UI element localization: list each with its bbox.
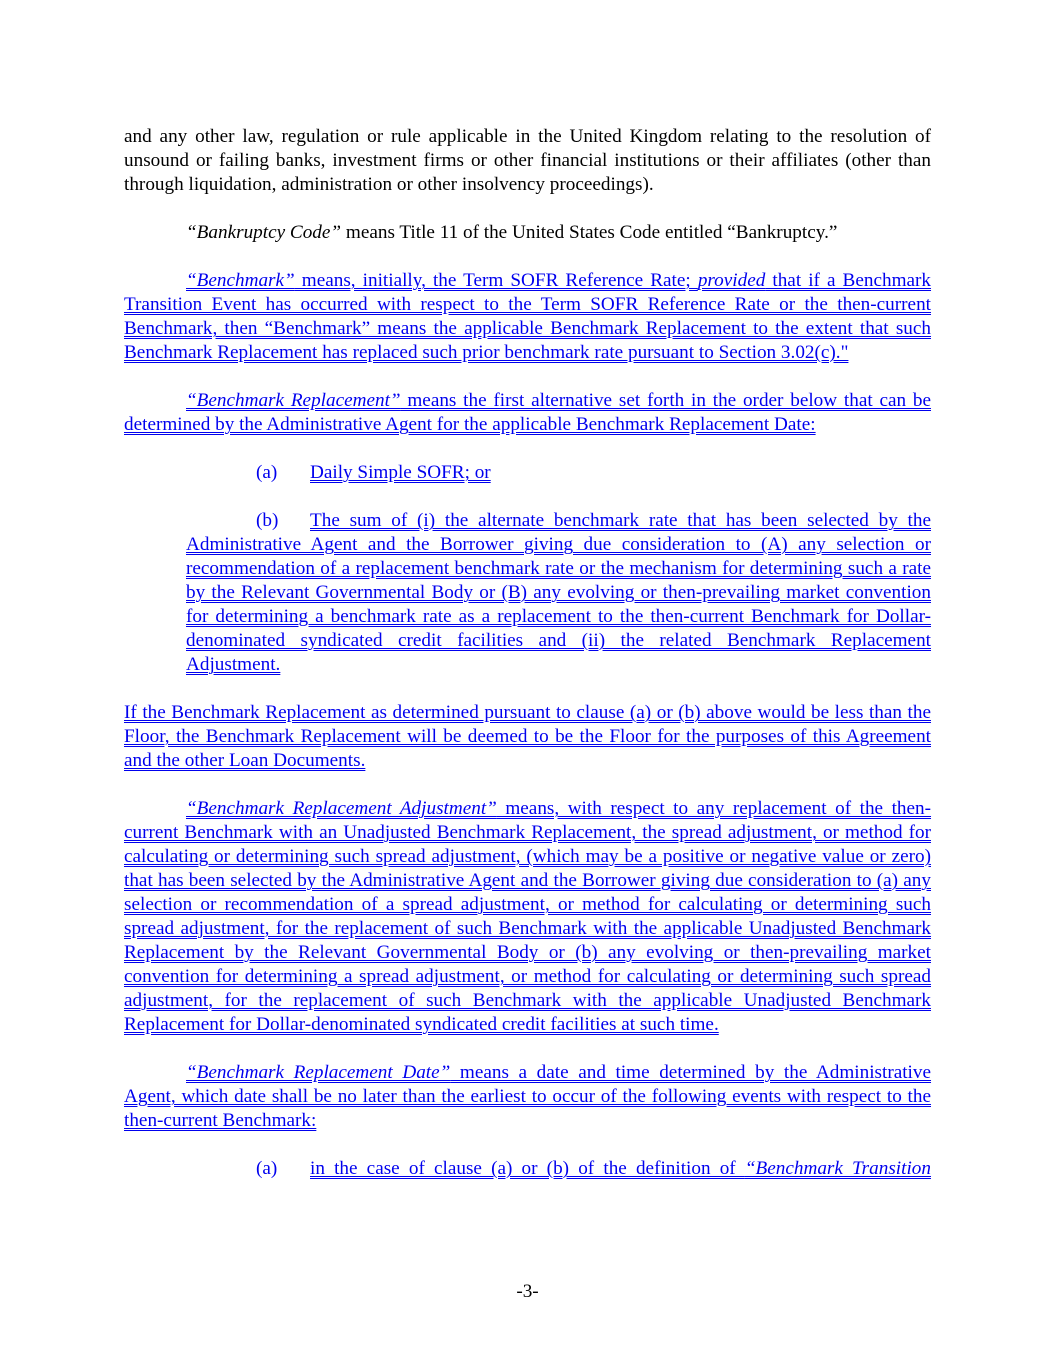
defined-term: “Benchmark” (186, 270, 295, 291)
definition-benchmark-replacement-adjustment (124, 797, 931, 1037)
page-number: -3- (516, 1281, 539, 1302)
benchmark-replacement-clause-a (186, 461, 931, 485)
clause-label: (a) (256, 1158, 278, 1179)
definition-text: means, with respect to any replacement of the then-current Benchmark with an Unadjusted Benchmark Replacement, the spread adjustment, or method for calculating or determining such spread adjustment, (which may be a positive or negative value or zero) that has been selected by the Administrative Agent and the Borrower giving due consideration to (a) any selection or recommendation of a spread adjustment, or method for calculating or determining such spread adjustment, for the replacement of such Benchmark with the applicable Unadjusted Benchmark Replacement by the Relevant Governmental Body or (b) any evolving or then-prevailing market convention for determining a spread adjustment, or method for calculating or determining such spread adjustment, for the replacement of such Benchmark with the applicable Unadjusted Benchmark Replacement for Dollar-denominated syndicated credit facilities at such time. (124, 798, 932, 1035)
benchmark-replacement-floor-paragraph: If the Benchmark Replacement as determined pursuant to clause (a) or (b) above would be less than the Floor, the Benchmark Replacement will be deemed to be the Floor for the purposes of this Agreement and the other Loan Documents. (124, 702, 931, 771)
definition-text: that if a Benchmark Transition Event has occurred with respect to the Term SOFR Reference Rate or the then-current Benchmark, then “Benchmark” means the applicable Benchmark Replacement to the extent that such Benchmark Replacement has replaced such prior benchmark rate pursuant to Section 3.02(c)." (124, 270, 932, 363)
definition-text: means, initially, the Term SOFR Reference Rate; (294, 270, 698, 291)
defined-term: “Benchmark Transition (744, 1158, 931, 1179)
definition-benchmark-replacement (124, 389, 931, 437)
defined-term: “Benchmark Replacement Adjustment” (186, 798, 497, 819)
benchmark-replacement-clause-b (186, 509, 931, 677)
definition-bankruptcy-code (124, 221, 931, 245)
defined-term: “Benchmark Replacement Date” (186, 1062, 451, 1083)
defined-term: “Benchmark Replacement” (186, 390, 401, 411)
defined-term: “Bankruptcy Code” (186, 222, 342, 243)
definition-text: means Title 11 of the United States Code entitled “Bankruptcy.” (341, 222, 838, 243)
definition-text: means the first alternative set forth in the order below that can be determined by the Administrative Agent for the applicable Benchmark Replacement Date: (124, 390, 931, 435)
clause-text: in the case of clause (a) or (b) of the definition of (310, 1158, 745, 1179)
provided-keyword: provided (697, 270, 766, 291)
paragraph-resolution-continuation: and any other law, regulation or rule applicable in the United Kingdom relating to the resolution of unsound or failing banks, investment firms or other financial institutions or their affiliates (other than through liquidation, administration or other insolvency proceedings). (124, 126, 931, 195)
document-body (124, 125, 931, 1205)
clause-text: Daily Simple SOFR; or (310, 462, 491, 483)
clause-label: (b) (256, 510, 279, 531)
clause-text: The sum of (i) the alternate benchmark rate that has been selected by the Administrative Agent and the Borrower giving due consideration to (A) any selection or recommendation of a replacement benchmark rate or the mechanism for determining such a rate by the Relevant Governmental Body or (B) any evolving or then-prevailing market convention for determining a benchmark rate as a replacement to the then-current Benchmark for Dollar-denominated syndicated credit facilities and (ii) the related Benchmark Replacement Adjustment. (186, 510, 931, 675)
benchmark-replacement-date-clause-a (186, 1157, 931, 1181)
definition-text: means a date and time determined by the Administrative Agent, which date shall be no later than the earliest to occur of the following events with respect to the then-current Benchmark: (124, 1062, 932, 1131)
definition-benchmark (124, 269, 931, 365)
definition-benchmark-replacement-date (124, 1061, 931, 1133)
clause-label: (a) (256, 462, 278, 483)
